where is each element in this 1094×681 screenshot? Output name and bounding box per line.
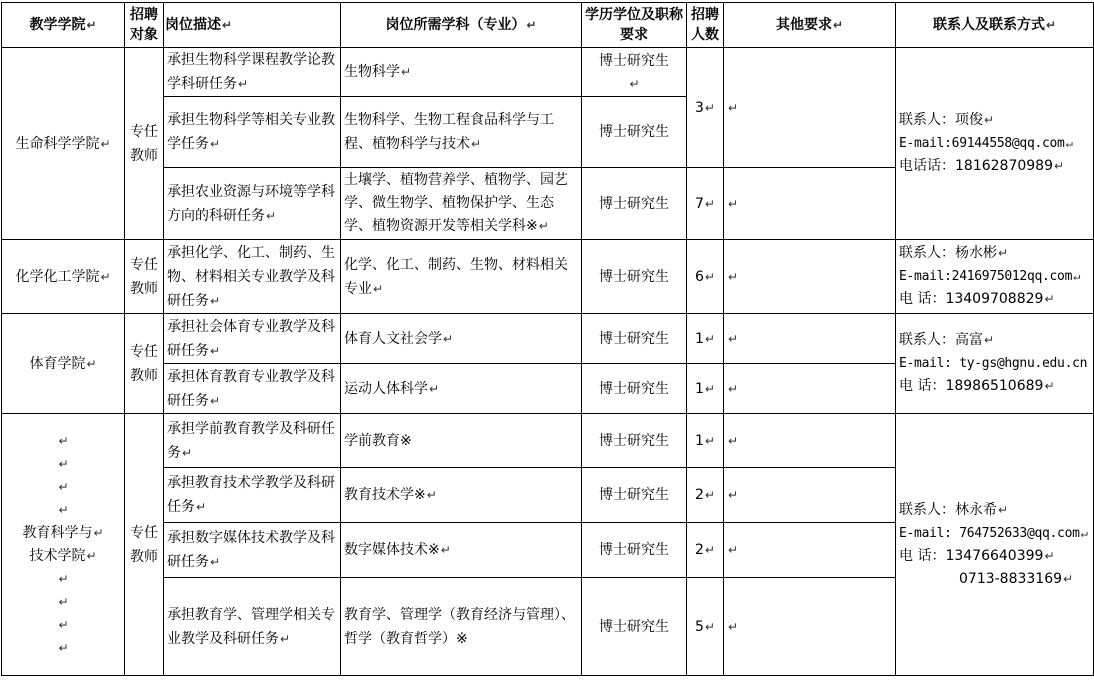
table-row xyxy=(2,48,1094,97)
other-cell: ↵ xyxy=(724,414,896,468)
count-cell: 1↵ xyxy=(687,314,724,364)
major-cell: 学前教育※ xyxy=(341,414,582,468)
contact-life xyxy=(896,48,1094,240)
major-cell: 化学、化工、制药、生物、材料相关专业↵ xyxy=(341,240,582,314)
count-cell: 2↵ xyxy=(687,468,724,523)
target-chem: 专任教师 xyxy=(125,240,164,314)
school-life: 生命科学学院↵ xyxy=(2,48,125,240)
contact-name: 联系人：项俊↵ xyxy=(899,112,995,128)
desc-cell: 承担农业资源与环境等学科方向的科研任务↵ xyxy=(164,168,341,240)
desc-cell: 承担学前教育教学及科研任务↵ xyxy=(164,414,341,468)
degree-cell: 博士研究生 xyxy=(582,97,687,168)
degree-cell: 博士研究生 xyxy=(582,168,687,240)
desc-cell: 承担社会体育专业教学及科研任务↵ xyxy=(164,314,341,364)
header-school: 教学学院↵ xyxy=(2,3,125,48)
degree-cell: 博士研究生 xyxy=(582,468,687,523)
contact-edu xyxy=(896,414,1094,676)
degree-cell: 博士研究生 xyxy=(582,578,687,676)
contact-pe xyxy=(896,314,1094,414)
degree-cell: 博士研究生 xyxy=(582,523,687,578)
target-edu: 专任教师 xyxy=(125,414,164,676)
contact-email: E-mail: 764752633@qq.com↵ xyxy=(899,525,1088,541)
target-pe: 专任教师 xyxy=(125,314,164,414)
table-row xyxy=(2,240,1094,314)
contact-email: E-mail:69144558@qq.com↵ xyxy=(899,136,1073,151)
count-cell: 5↵ xyxy=(687,578,724,676)
contact-phone: 电 话：18986510689↵ xyxy=(899,378,1055,394)
count-cell: 7↵ xyxy=(687,168,724,240)
header-row xyxy=(2,3,1094,48)
contact-name: 联系人：高富↵ xyxy=(899,332,995,348)
degree-cell: 博士研究生 xyxy=(582,364,687,414)
contact-phone: 电 话：13409708829↵ xyxy=(899,291,1055,307)
major-cell: 教育学、管理学（教育经济与管理）、哲学（教育哲学）※ xyxy=(341,578,582,676)
school-chem: 化学化工学院↵ xyxy=(2,240,125,314)
degree-cell: 博士研究生 xyxy=(582,314,687,364)
header-major: 岗位所需学科（专业）↵ xyxy=(341,3,582,48)
other-cell: ↵ xyxy=(724,523,896,578)
major-cell: 体育人文社会学↵ xyxy=(341,314,582,364)
other-cell: ↵ xyxy=(724,364,896,414)
header-count: 招聘人数 xyxy=(687,3,724,48)
count-cell: 2↵ xyxy=(687,523,724,578)
major-cell: 数字媒体技术※↵ xyxy=(341,523,582,578)
contact-name: 联系人：林永希↵ xyxy=(899,501,1009,518)
recruitment-table xyxy=(1,2,1094,676)
other-cell: ↵ xyxy=(724,240,896,314)
degree-cell: 博士研究生 ↵ xyxy=(582,48,687,97)
major-cell: 教育技术学※↵ xyxy=(341,468,582,523)
contact-phone: 电 话：13476640399↵ xyxy=(899,547,1055,564)
header-degree: 学历学位及职称要求 xyxy=(582,3,687,48)
other-cell: ↵ xyxy=(724,468,896,523)
contact-chem xyxy=(896,240,1094,314)
table-row xyxy=(2,414,1094,468)
major-cell: 土壤学、植物营养学、植物学、园艺学、微生物学、植物保护学、生态学、植物资源开发等相关学科※↵ xyxy=(341,168,582,240)
contact-email: E-mail: ty-gs@hgnu.edu.cn xyxy=(899,356,1088,371)
count-cell: 3↵ xyxy=(687,48,724,168)
desc-cell: 承担体育教育专业教学及科研任务↵ xyxy=(164,364,341,414)
count-cell: 1↵ xyxy=(687,364,724,414)
school-pe: 体育学院↵ xyxy=(2,314,125,414)
count-cell: 6↵ xyxy=(687,240,724,314)
degree-cell: 博士研究生 xyxy=(582,240,687,314)
count-cell: 1↵ xyxy=(687,414,724,468)
school-edu: ↵ ↵ ↵ ↵ 教育科学与↵ 技术学院↵ ↵ ↵ ↵ ↵ xyxy=(2,414,125,676)
degree-cell: 博士研究生 xyxy=(582,414,687,468)
desc-cell: 承担数字媒体技术教学及科研任务↵ xyxy=(164,523,341,578)
contact-phone-2: 0713-8833169↵ xyxy=(959,570,1074,587)
major-cell: 生物科学↵ xyxy=(341,48,582,97)
contact-name: 联系人：杨水彬↵ xyxy=(899,245,1009,261)
major-cell: 运动人体科学↵ xyxy=(341,364,582,414)
header-other: 其他要求↵ xyxy=(724,3,896,48)
header-target: 招聘对象 xyxy=(125,3,164,48)
desc-cell: 承担生物科学课程教学论教学科研任务↵ xyxy=(164,48,341,97)
header-contact: 联系人及联系方式↵ xyxy=(896,3,1094,48)
table-row xyxy=(2,314,1094,364)
desc-cell: 承担教育技术学教学及科研任务↵ xyxy=(164,468,341,523)
other-cell: ↵ xyxy=(724,578,896,676)
major-cell: 生物科学、生物工程食品科学与工程、植物科学与技术↵ xyxy=(341,97,582,168)
target-life: 专任教师 xyxy=(125,48,164,240)
other-cell: ↵ xyxy=(724,314,896,364)
desc-cell: 承担化学、化工、制药、生物、材料相关专业教学及科研任务↵ xyxy=(164,240,341,314)
header-desc: 岗位描述↵ xyxy=(164,3,341,48)
contact-phone: 电话话：18162870989↵ xyxy=(899,158,1065,174)
other-cell: ↵ xyxy=(724,48,896,168)
desc-cell: 承担生物科学等相关专业教学任务↵ xyxy=(164,97,341,168)
other-cell: ↵ xyxy=(724,168,896,240)
contact-email: E-mail:2416975012qq.com↵ xyxy=(899,269,1081,284)
desc-cell: 承担教育学、管理学相关专业教学及科研任务↵ xyxy=(164,578,341,676)
